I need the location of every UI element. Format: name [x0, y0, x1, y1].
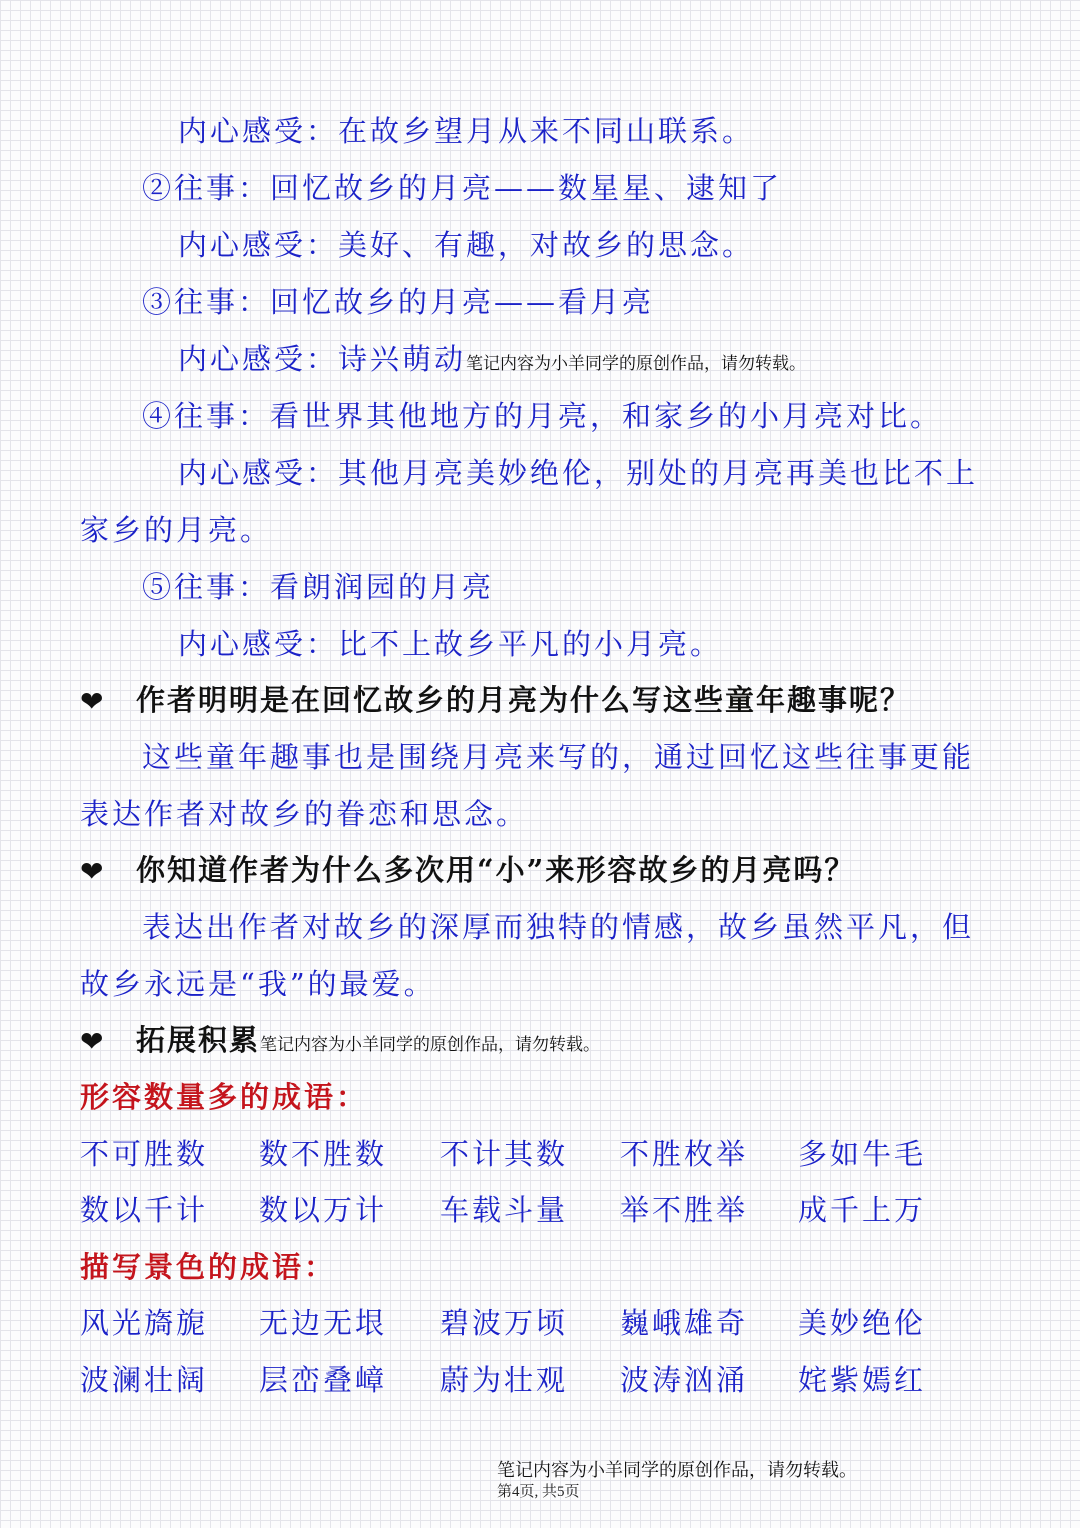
line-feeling-4-cont: 家乡的月亮。	[80, 513, 273, 547]
idiom: 举不胜举	[620, 1193, 749, 1227]
idioms-scenery-title: 描写景色的成语：	[80, 1250, 337, 1284]
question-1: 作者明明是在回忆故乡的月亮为什么写这些童年趣事呢？	[136, 683, 912, 717]
idiom: 无边无垠	[259, 1306, 388, 1340]
idiom: 波澜壮阔	[80, 1363, 209, 1397]
extension-title	[136, 1023, 601, 1057]
answer-1-line-2: 表达作者对故乡的眷恋和思念。	[80, 797, 529, 831]
idiom: 不可胜数	[80, 1137, 209, 1171]
idiom: 数以千计	[80, 1193, 209, 1227]
line-feeling-5: 内心感受：比不上故乡平凡的小月亮。	[178, 627, 723, 661]
idiom: 碧波万顷	[440, 1306, 569, 1340]
question-2: 你知道作者为什么多次用“小”来形容故乡的月亮吗？	[136, 853, 856, 887]
copyright-note: 笔记内容为小羊同学的原创作品，请勿转载。	[260, 1035, 601, 1055]
line-feeling-1: 内心感受：在故乡望月从来不同山联系。	[178, 114, 755, 148]
line-event-5: ⑤往事：看朗润园的月亮	[142, 570, 495, 604]
line-feeling-3	[178, 342, 807, 376]
answer-2-line-1: 表达出作者对故乡的深厚而独特的情感，故乡虽然平凡，但	[142, 910, 975, 944]
idiom: 风光旖旎	[80, 1306, 209, 1340]
line-event-2: ②往事：回忆故乡的月亮——数星星、逮知了	[142, 171, 783, 205]
heart-icon: ❤	[80, 1025, 104, 1058]
line-feeling-2: 内心感受：美好、有趣，对故乡的思念。	[178, 228, 755, 262]
idiom: 数不胜数	[259, 1137, 388, 1171]
idioms-quantity-title: 形容数量多的成语：	[80, 1080, 369, 1114]
copyright-note: 笔记内容为小羊同学的原创作品，请勿转载。	[466, 354, 807, 374]
heart-icon: ❤	[80, 855, 104, 888]
extension-title-text: 拓展积累	[136, 1023, 261, 1057]
idiom: 层峦叠嶂	[259, 1363, 388, 1397]
line-feeling-4: 内心感受：其他月亮美妙绝伦，别处的月亮再美也比不上	[178, 456, 979, 490]
idiom: 美妙绝伦	[798, 1306, 927, 1340]
idiom: 姹紫嫣红	[798, 1363, 927, 1397]
idiom: 波涛汹涌	[620, 1363, 749, 1397]
idiom: 车载斗量	[440, 1193, 569, 1227]
idiom: 成千上万	[798, 1193, 927, 1227]
idiom: 数以万计	[259, 1193, 388, 1227]
answer-2-line-2: 故乡永远是“我”的最爱。	[80, 967, 436, 1001]
heart-icon: ❤	[80, 685, 104, 718]
line-feeling-3-text: 内心感受：诗兴萌动	[178, 342, 467, 376]
line-event-4: ④往事：看世界其他地方的月亮，和家乡的小月亮对比。	[142, 399, 943, 433]
answer-1-line-1: 这些童年趣事也是围绕月亮来写的，通过回忆这些往事更能	[142, 740, 975, 774]
idiom: 多如牛毛	[798, 1137, 927, 1171]
idiom: 不计其数	[440, 1137, 569, 1171]
idiom: 巍峨雄奇	[620, 1306, 749, 1340]
idiom: 蔚为壮观	[440, 1363, 569, 1397]
line-event-3: ③往事：回忆故乡的月亮——看月亮	[142, 285, 655, 319]
footer-copyright-note: 笔记内容为小羊同学的原创作品，请勿转载。	[497, 1460, 857, 1481]
page-number: 第4页, 共5页	[497, 1484, 580, 1500]
idiom: 不胜枚举	[620, 1137, 749, 1171]
